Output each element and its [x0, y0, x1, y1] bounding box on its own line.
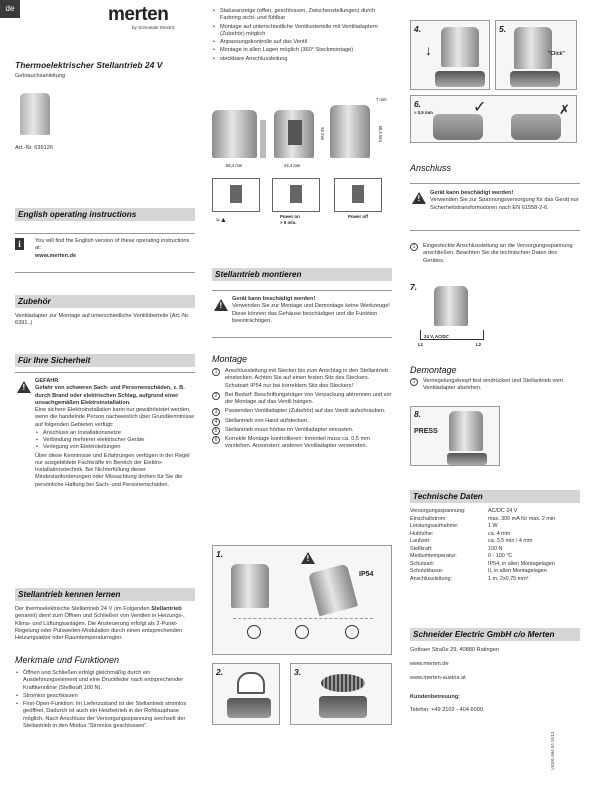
status-icons [212, 178, 392, 228]
danger-content [35, 378, 195, 489]
list-item: • Verbindung mehrerer elektrischer Geräte [35, 437, 195, 444]
section-zubehoer-heading: Zubehör [15, 295, 195, 308]
warning-icon [412, 192, 426, 204]
list-item: 1 Eingesteckte Anschlussleitung an die Versorgungsspannung anschließen. Beachten Sie die technischen Daten des Gerätes. [410, 243, 580, 265]
table-row: Einschaltstrom: max. 300 mA für max. 2 min [410, 515, 556, 522]
technical-data-table [410, 508, 580, 583]
brand-logo: merten [108, 4, 169, 25]
anschluss-steps [410, 243, 580, 267]
figure-label: 3. [294, 667, 302, 677]
figure-5 [495, 20, 577, 90]
figure-label: 1. [216, 549, 224, 559]
device-image [231, 564, 269, 608]
list-item: • Verlegung von Elektroleitungen [35, 444, 195, 451]
list-item: 1 Verriegelungsknopf fest eindrücken und Stellantrieb vom Ventiladapter abziehen. [410, 378, 580, 393]
table-row: Mediumtemperatur: 0 - 100 °C [410, 553, 513, 559]
figure-label: 6. [414, 99, 422, 109]
dim-width-2: 44,4 mm [284, 163, 301, 168]
section-safety-heading: Für Ihre Sicherheit [15, 354, 195, 367]
press-label: PRESS [414, 428, 438, 435]
table-row: Laufzeit: ca. 3,5 min / 4 mm [410, 538, 533, 544]
device-image [449, 411, 483, 451]
warning-icon [17, 381, 31, 393]
list-item: 3 Passenden Ventiladapter (Zubehör) auf das Ventil aufschrauben. [212, 408, 392, 415]
figure-3 [290, 663, 392, 725]
device-rear-view [330, 105, 370, 158]
english-url: www.merten.de [35, 252, 77, 259]
figure-7 [410, 282, 490, 354]
adapter-image [237, 672, 265, 694]
table-row: Anschlussleitung: 1 m, 2x0,75 mm² [410, 575, 529, 582]
list-item: • Montage auf unterschiedliche Ventilunterteile mit Ventiladaptern (Zubehör) möglich [212, 24, 392, 39]
device-side-edge [260, 120, 266, 158]
montieren-warning-content: Gerät kann beschädigt werden! Verwenden Sie zur Montage und Demontage keine Werkzeuge! Diese können das Gehäuse beschädigen und die Funktion beeinträchtigen. [232, 296, 390, 324]
zubehoer-text: Ventiladapter zur Montage auf unterschiedliche Ventiloberteile (Art.-Nr. 6391..) [15, 313, 190, 327]
list-item: 2 Bei Bedarf: Beschriftungsträger von Verpackung abtrennen und vor der Montage auf das Ventil hängen. [212, 392, 392, 407]
device-slot [288, 120, 302, 145]
danger-text: Eine sichere Elektroinstallation kann nur gewährleistet werden, wenn die handelnde Person nachweislich über Grundkenntnisse auf folgenden Gebieten verfügt: [35, 407, 195, 428]
demontage-heading: Demontage [410, 365, 457, 375]
list-item: • Montage in allen Lagen möglich (360° Steckmontage) [212, 47, 392, 54]
valve-image [447, 453, 487, 465]
list-item: 1 Anschlussleitung mit Stecker bis zum Anschlag in den Stellantrieb einstecken. Achten Sie auf einen festen Sitz des Steckers. Schutzart IP54 nur bei korrektem Sitz des Steckers! [212, 368, 392, 390]
ip-rating: IP54 [359, 571, 374, 578]
valve-image [435, 71, 485, 87]
list-item: 6 Korrekte Montage kontrollieren: Innenteil muss ca. 0,5 mm vorstehen. Ansonsten: anderen Ventiladapter verwenden. [212, 436, 392, 451]
danger-after-text: Über diese Kenntnisse und Erfahrungen verfügen in der Regel nur ausgebildete Fachkräfte im Bereich der Elektro-Installationstechnik. Bei Nichterfüllung dieser Mindestanforderungen oder Missachtung drohen für Sie die persönliche Haftung bei Sach- und Personenschäden. [35, 452, 190, 488]
anschluss-warning-content: Gerät kann beschädigt werden! Verwenden Sie zur Spannungsversorgung für das Gerät nur Sicherheitstransformatoren nach EN 61558-2-6. [430, 190, 579, 211]
anschluss-heading: Anschluss [410, 163, 452, 173]
table-row: Leistungsaufnahme: 1 W [410, 523, 498, 529]
figure-1 [212, 545, 392, 655]
dim-height-1: 52 mm [320, 127, 326, 141]
list-item: 4 Stellantrieb von Hand aufstecken. [212, 418, 392, 425]
montage-heading: Montage [212, 354, 248, 364]
click-label: "Click" [548, 51, 565, 57]
device-tilted-image [308, 564, 358, 617]
danger-box [15, 372, 195, 562]
contact-web-1[interactable]: www.merten.de [410, 661, 449, 667]
product-image [20, 93, 50, 135]
list-item: • Anpassungskontrolle auf das Ventil [212, 39, 392, 46]
dimension-drawing [212, 95, 392, 170]
table-row: Hubhöhe: ca. 4 mm [410, 530, 511, 537]
danger-title: GEFAHR [35, 378, 59, 384]
figure-label: 2. [216, 667, 224, 677]
merkmale-heading: Merkmale und Funktionen [15, 655, 120, 665]
page-title: Thermoelektrischer Stellantrieb 24 V [15, 60, 163, 70]
warning-icon [301, 552, 315, 564]
list-item: 5 Stellantrieb muss hörbar im Ventiladapter einrasten. [212, 427, 392, 434]
table-row: Versorgungsspannung: AC/DC 24 V [410, 508, 518, 514]
section-contact-heading: Schneider Electric GmbH c/o Merten [410, 628, 580, 641]
power-on-label: Power on > 5 min. [280, 214, 300, 225]
contact-web-2[interactable]: www.merten-austria.at [410, 675, 466, 681]
warning-icon [214, 299, 228, 311]
valve-image [510, 71, 560, 87]
l1-label: L1 [418, 342, 424, 347]
figure-label: 5. [499, 24, 507, 34]
figure-6 [410, 95, 577, 143]
table-row: Stellkraft: 100 N [410, 545, 503, 552]
section-montieren-heading: Stellantrieb montieren [212, 268, 392, 281]
table-row: Schutzklasse: II, in allen Montagelagen [410, 568, 547, 574]
device-image [434, 286, 468, 326]
symbol-icon: ≈▲ [216, 217, 227, 224]
english-info-box [15, 233, 195, 273]
device-image [514, 27, 552, 69]
demontage-steps [410, 378, 580, 395]
montieren-warning-box [212, 290, 392, 338]
gap-label: ≈ 0,5 mm [414, 110, 433, 115]
voltage-label: 24 V, AC/DC [424, 334, 449, 339]
figure-8 [410, 406, 500, 466]
language-tag: de [0, 0, 20, 18]
info-icon: i [15, 238, 24, 250]
dim-height-2: 50,4 mm [377, 125, 383, 142]
merkmale-list [15, 670, 195, 730]
arrow-down-icon: ↓ [425, 42, 432, 58]
list-item: • Stromlos geschlossen [15, 693, 195, 700]
page-subtitle: Gebrauchsanleitung [15, 73, 66, 79]
figure-label: 8. [414, 409, 422, 419]
english-text: You will find the English version of these operating instructions at: www.merten.de [35, 238, 190, 259]
kennen-text: Der thermoelektrische Stellantrieb 24 V (im Folgenden Stellantrieb genannt) dient zum Öffnen und Schließen von Ventilen in Heizungs-, Klima- und Lüftungsanlagen. Die Ansteuerung erfolgt als 2-Punkt-Regelung oder Pulsweiten-Modulation durch einen entsprechenden Heizungsaktor oder Raumtemperaturregler. [15, 606, 185, 642]
article-number: Art.-Nr. 639126 [15, 145, 53, 151]
document-number: V6391-594-00 10/13 [550, 731, 555, 770]
montage-steps [212, 368, 392, 453]
adapter-ring-image [321, 674, 365, 692]
check-icon: ✓ [473, 99, 487, 116]
valve-top-image [511, 114, 561, 140]
table-row: Schutzart: IP54, in allen Montagelagen [410, 560, 555, 567]
wire-diagram [420, 330, 484, 340]
dim-width-1: 56,4 mm [226, 163, 243, 168]
section-kennen-heading: Stellantrieb kennen lernen [15, 588, 195, 601]
status-off-icon [334, 178, 382, 212]
valve-images [233, 618, 373, 648]
list-item: • Öffnen und Schließen erfolgt gleichmäßig durch ein Ausdehnungselement und eine Druckfeder nach entsprechender Kraftkennlinie (Stellkraft 100 N). [15, 670, 195, 692]
valve-image [227, 698, 271, 718]
status-open-icon [272, 178, 320, 212]
cross-icon: ✗ [559, 102, 570, 117]
section-english-heading: English operating instructions [15, 208, 195, 221]
brand-subtitle: by Schneider Electric [132, 25, 176, 30]
support-label: Kundenbetreuung: [410, 694, 461, 700]
power-off-label: Power off [348, 214, 369, 219]
figure-label: 4. [414, 24, 422, 34]
section-technik-heading: Technische Daten [410, 490, 580, 503]
status-closed-icon [212, 178, 260, 212]
list-item: • steckbare Anschlussleitung [212, 56, 392, 63]
figure-2 [212, 663, 280, 725]
figure-4 [410, 20, 490, 90]
l2-label: L2 [476, 342, 482, 347]
anschluss-warning-box [410, 183, 580, 231]
list-item: • Anschluss an Installationsnetze [35, 430, 195, 437]
danger-bold-text: Gefahr von schweren Sach- und Personenschäden, z. B. durch Brand oder elektrischen Schlag, aufgrund einer unsachgemäßen Elektroinstallation. [35, 385, 185, 406]
features-list [212, 8, 392, 63]
support-phone: Telefon: +49 2102 - 404 6000 [410, 707, 483, 713]
device-front-view [212, 110, 257, 158]
device-image [441, 27, 479, 67]
list-item: • Statusanzeige (offen, geschlossen, Zwischenstellungen) durch Farbring sicht- und fühlbar [212, 8, 392, 23]
figure-label: 7. [410, 282, 418, 292]
list-item: • First-Open-Funktion: Im Lieferzustand ist der Stellantrieb stromlos geöffnet. Dadurch ist auch ein Heizbetrieb in der Rohbauphase möglich. Nach Anschluss der Versorgungsspannung wechselt der Stellantrieb in den Modus "Stromlos geschlossen". [15, 701, 195, 730]
valve-image [319, 696, 367, 718]
contact-address: Gothaer Straße 29, 40880 Ratingen [410, 647, 499, 653]
dim-top: 7 mm [376, 97, 387, 102]
